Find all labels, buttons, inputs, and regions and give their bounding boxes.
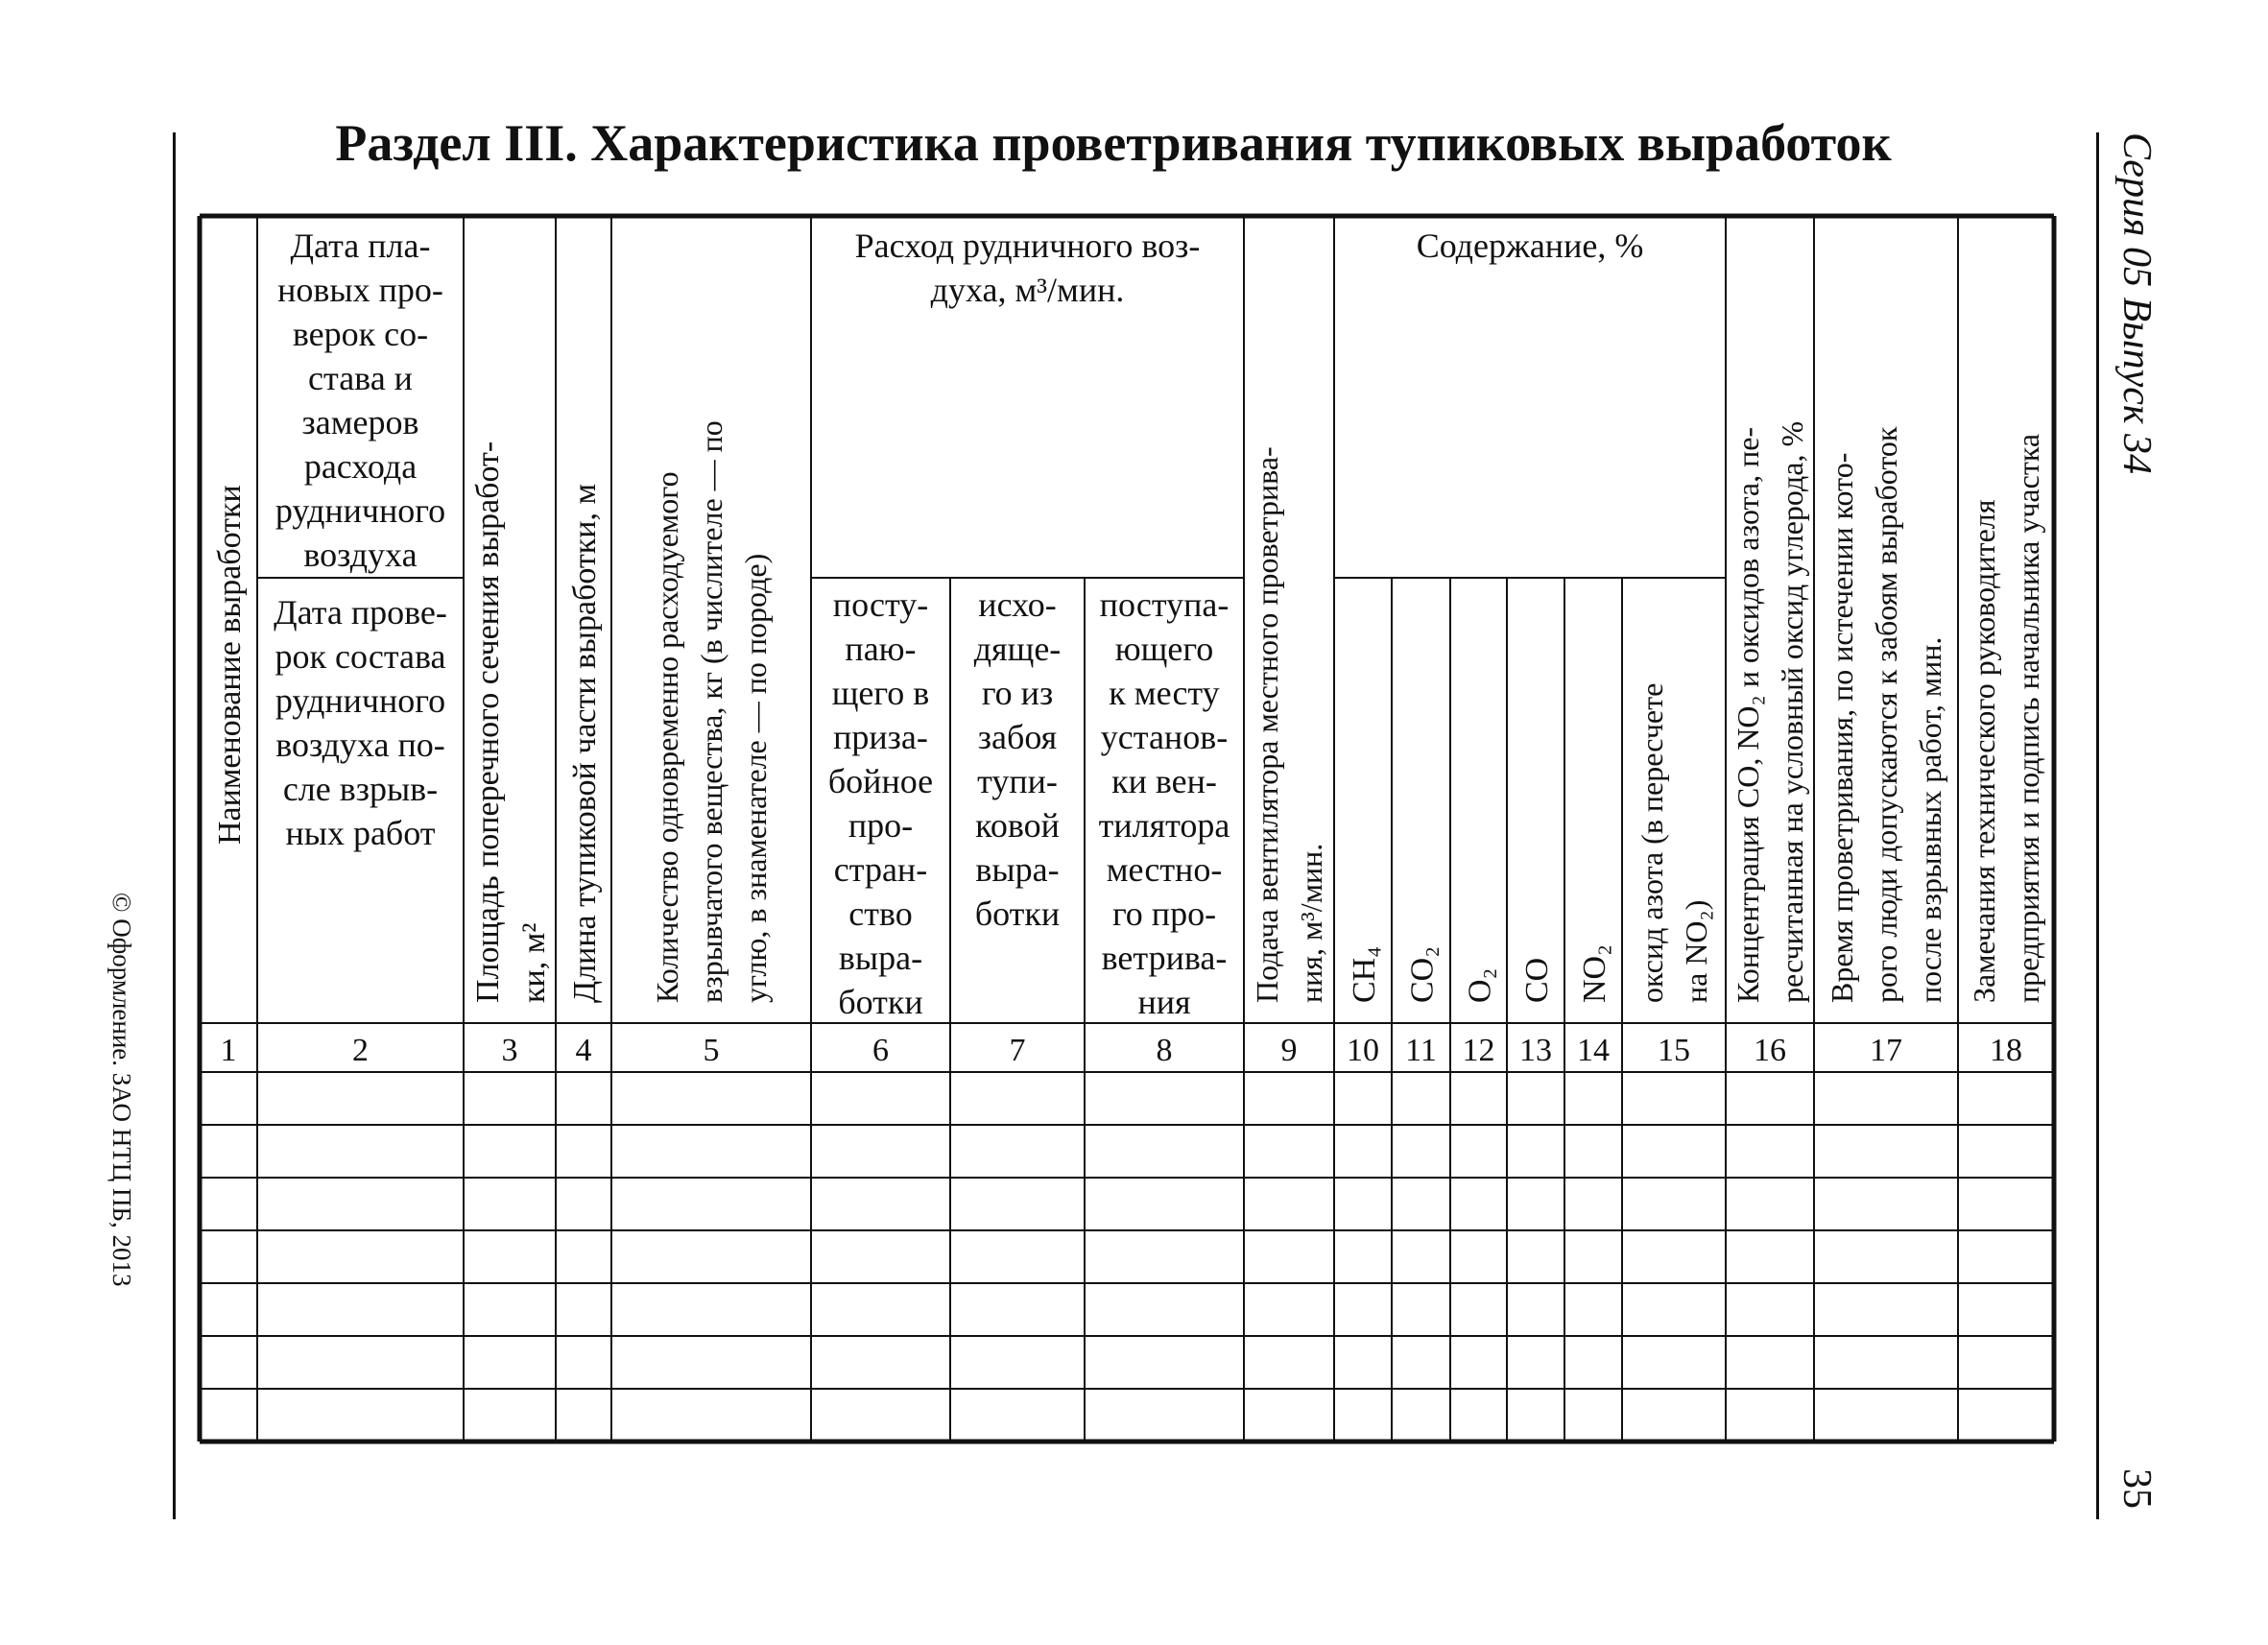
col1-header: Наименование выработки xyxy=(211,485,248,845)
col5-header: Количество одновременно расходуемого взрывчатого вещества, кг (в числителе — по углю, в знаменателе — по породе) xyxy=(650,420,774,1003)
col11-header: CO₂ xyxy=(1404,945,1441,1003)
content-group-header: Содержание, % xyxy=(1416,226,1644,265)
col13-header: CO xyxy=(1518,957,1555,1003)
col2-top-header: Дата пла-новых про-верок со-става и замеров расхода рудничного воздуха xyxy=(275,226,446,574)
column-number-12: 12 xyxy=(1462,1033,1495,1068)
page-number: 35 xyxy=(2114,1468,2159,1509)
series-label: Серия 05 Выпуск 34 xyxy=(2114,132,2159,474)
column-number-18: 18 xyxy=(1990,1033,2022,1068)
col12-header: O₂ xyxy=(1462,967,1498,1003)
column-number-4: 4 xyxy=(575,1033,592,1068)
column-number-14: 14 xyxy=(1577,1033,1610,1068)
col14-header: NO₂ xyxy=(1576,944,1612,1003)
air-flow-group-header: Расход рудничного воз-духа, м³/мин. xyxy=(854,226,1201,309)
column-number-8: 8 xyxy=(1156,1033,1173,1068)
column-number-2: 2 xyxy=(352,1033,369,1068)
column-number-11: 11 xyxy=(1405,1033,1437,1068)
col16-header: Концентрация CO, NO₂ и оксидов азота, пе- ресчитанная на условный оксид углерода, % xyxy=(1731,420,1810,1003)
column-number-9: 9 xyxy=(1280,1033,1298,1068)
column-number-17: 17 xyxy=(1870,1033,1902,1068)
col6-header: посту-паю-щего в приза-бойное про-стран-ство выра-ботки xyxy=(827,585,934,1021)
column-number-16: 16 xyxy=(1754,1033,1786,1068)
column-number-13: 13 xyxy=(1519,1033,1552,1068)
col7-header: исхо-дяще-го из забоя тупи-ковой выра-ботки xyxy=(973,585,1062,933)
page-title: Раздел III. Характеристика проветривания тупиковых выработок xyxy=(335,114,1892,172)
col15-header: оксид азота (в пересчете на NO₂) xyxy=(1635,682,1714,1003)
column-number-3: 3 xyxy=(501,1033,518,1068)
col17-header: Время проветривания, по истечении кото- рого люди допускаются к забоям выработок после взрывных работ, мин. xyxy=(1825,426,1948,1003)
column-number-10: 10 xyxy=(1347,1033,1379,1068)
col4-header: Длина тупиковой части выработки, м xyxy=(566,483,603,1003)
col10-header: CH₄ xyxy=(1346,945,1382,1003)
column-number-15: 15 xyxy=(1658,1033,1690,1068)
column-number-5: 5 xyxy=(703,1033,720,1068)
col18-header: Замечания технического руководителя предприятия и подпись начальника участка xyxy=(1967,433,2046,1003)
column-number-7: 7 xyxy=(1009,1033,1026,1068)
column-number-1: 1 xyxy=(220,1033,237,1068)
copyright-note: © Оформление. ЗАО НТЦ ПБ, 2013 xyxy=(107,893,136,1287)
column-number-6: 6 xyxy=(872,1033,889,1068)
col2-bottom-header: Дата прове-рок состава рудничного воздуха по-сле взрыв-ных работ xyxy=(274,593,447,852)
col3-header: Площадь поперечного сечения выработ- ки, м² xyxy=(469,441,552,1003)
col9-header: Подача вентилятора местного проветрива- ния, м³/мин. xyxy=(1250,446,1329,1003)
col8-header: поступа-ющего к месту установ-ки вен-тилятора местно-го про-ветрива-ния xyxy=(1098,585,1230,1021)
